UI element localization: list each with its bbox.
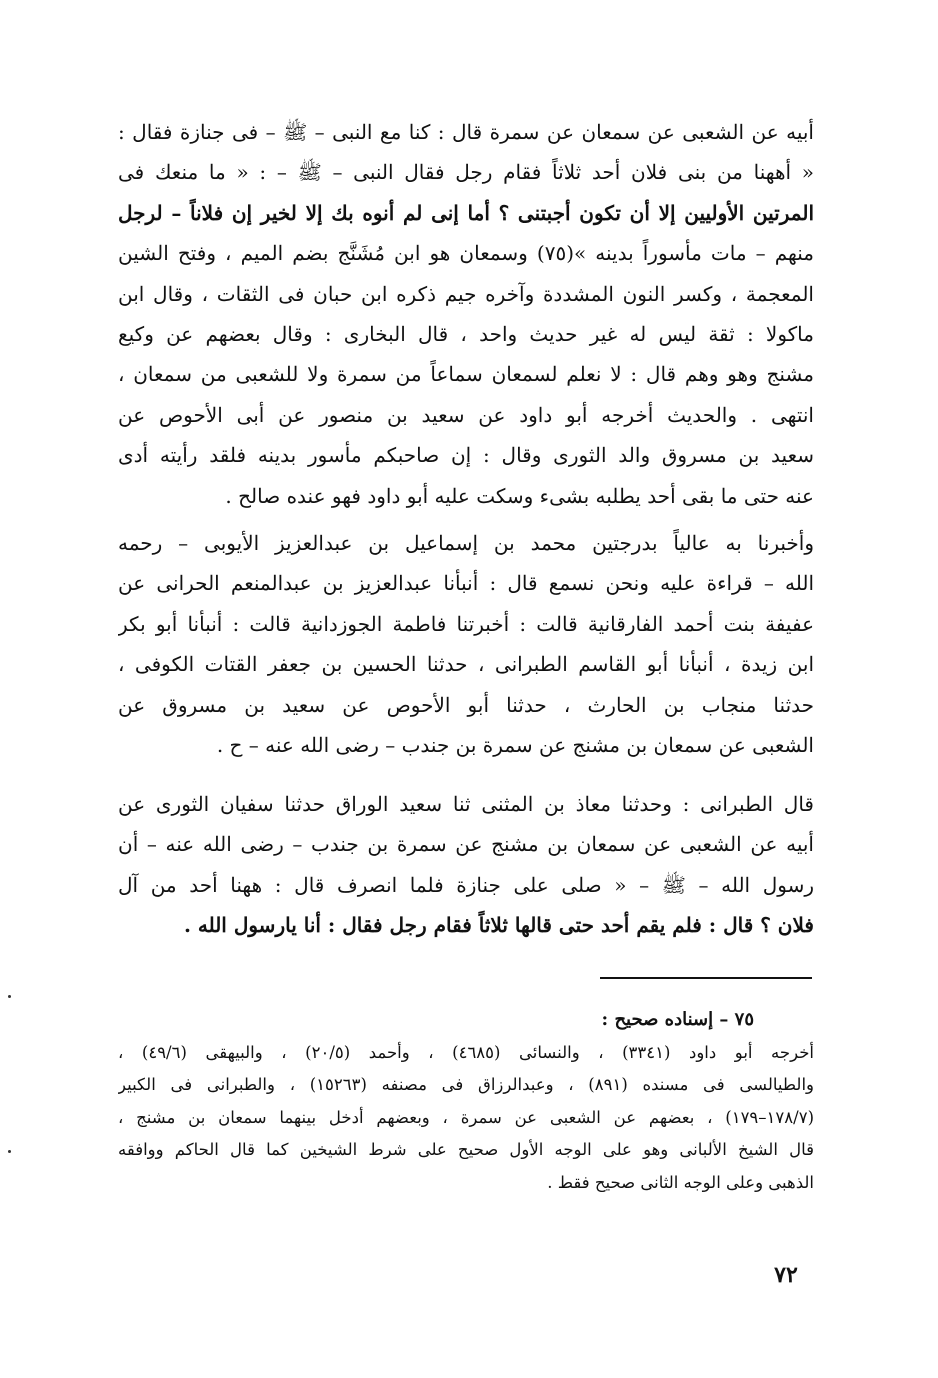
text-line: المعجمة ، وكسر النون المشددة وآخره جيم ذكره ابن حبان فى الثقات ، وقال ابن — [118, 281, 814, 306]
text-line: سعيد بن مسروق والد الثورى وقال : إن صاحبكم مأسور بدينه فلقد رأيته أدى — [118, 443, 814, 468]
footnote-divider — [600, 977, 812, 979]
text-line: قال الطبرانى : وحدثنا معاذ بن المثنى ثنا سعيد الوراق حدثنا سفيان الثورى عن — [118, 792, 814, 816]
page-number: ٧٢ — [774, 1262, 798, 1288]
text-line: منهم – مات مأسوراً بدينه »(٧٥) وسمعان هو ابن مُشَنَّج بضم الميم ، وفتح الشين — [118, 241, 814, 266]
footnote-title: ٧٥ – إسناده صحيح : — [601, 1009, 754, 1030]
text-line: رسول الله – ﷺ – « صلى على جنازة فلما انصرف قال : ههنا أحد من آل — [118, 872, 814, 897]
text-line: أبيه عن الشعبى عن سمعان عن سمرة قال : كنا مع النبى – ﷺ – فى جنازة فقال : — [118, 120, 814, 144]
paragraph-3 — [118, 784, 814, 946]
text-line: الشعبى عن سمعان بن مشنج عن سمرة بن جندب – رضى الله عنه – ح . — [216, 732, 814, 757]
text-line: مشنج وهو وهم قال : لا نعلم لسمعان سماعاً من سمرة ولا للشعبى من سمعان ، — [118, 362, 814, 387]
scan-speck — [8, 995, 11, 998]
text-line: ماكولا : ثقة ليس له غير حديث واحد ، قال البخارى : وقال بعضهم عن وكيع — [118, 321, 814, 346]
text-line: المرتين الأوليين إلا أن تكون أجبتنى ؟ أما إنى لم أنوه بك إلا لخير إن فلاناً – لرجل — [118, 200, 814, 225]
text-line: أبيه عن الشعبى عن سمعان بن مشنج عن سمرة بن جندب – رضى الله عنه – أن — [118, 832, 814, 857]
text-line: وأخبرنا به عالياً بدرجتين محمد بن إسماعيل بن عبدالعزيز الأيوبى – رحمه — [118, 531, 814, 555]
footnote-line: قال الشيخ الألبانى وهو على الوجه الأول صحيح على شرط الشيخين كما قال الحاكم ووافقه — [118, 1140, 814, 1160]
text-line: حدثنا منجاب بن الحارث ، حدثنا أبو الأحوص عن سعيد بن مسروق عن — [118, 692, 814, 717]
footnote-line: (١٧٨/٧–١٧٩) ، بعضهم عن الشعبى عن سمرة ، وبعضهم أدخل بينهما سمعان بن مشنج ، — [118, 1107, 814, 1127]
footnote-line: أخرجه أبو داود (٣٣٤١) ، والنسائى (٤٦٨٥) ، وأحمد (٢٠/٥) ، والبيهقى (٤٩/٦) ، — [118, 1042, 814, 1062]
footnote — [118, 1004, 814, 1200]
paragraph-2 — [118, 523, 814, 765]
text-line: عنه حتى ما بقى أحد يطلبه بشىء وسكت عليه أبو داود فهو عنده صالح . — [225, 483, 814, 508]
scan-speck — [8, 1150, 11, 1153]
text-line: انتهى . والحديث أخرجه أبو داود عن سعيد بن منصور عن أبى الأحوص عن — [118, 402, 814, 427]
text-line: الله – قراءة عليه ونحن نسمع قال : أنبأنا عبدالعزيز بن عبدالمنعم الحرانى عن — [118, 571, 814, 596]
text-line: عفيفة بنت أحمد الفارقانية قالت : أخبرتنا فاطمة الجوزدانية قالت : أنبأنا أبو بكر — [118, 611, 814, 636]
paragraph-1 — [118, 112, 814, 516]
text-line: فلان ؟ قال : فلم يقم أحد حتى قالها ثلاثاً فقام رجل فقال : أنا يارسول الله . — [183, 913, 814, 938]
text-line: « أههنا من بنى فلان أحد ثلاثاً فقام رجل فقال النبى – ﷺ – : « ما منعك فى — [118, 160, 814, 185]
text-line: ابن زيدة ، أنبأنا أبو القاسم الطبرانى ، حدثنا الحسين بن جعفر القتات الكوفى ، — [118, 652, 814, 677]
footnote-line: والطيالسى فى مسنده (٨٩١) ، وعبدالرزاق فى مصنفه (١٥٢٦٣) ، والطبرانى فى الكبير — [118, 1075, 814, 1095]
footnote-line: الذهبى وعلى الوجه الثانى صحيح فقط . — [547, 1172, 814, 1192]
